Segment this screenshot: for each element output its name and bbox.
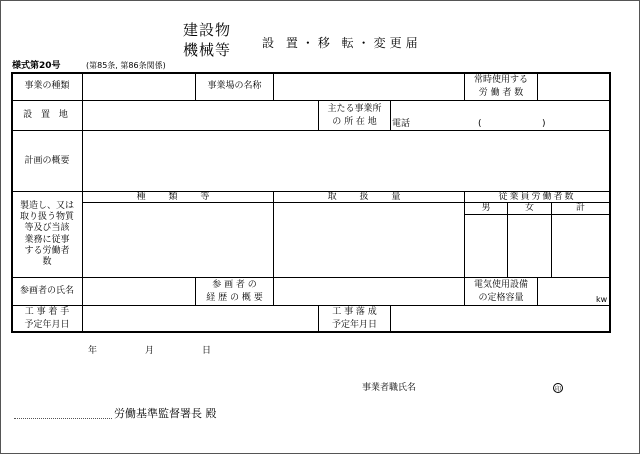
participant-career-label: 参 画 者 の 経 歴 の 概 要	[206, 280, 263, 303]
participant-name-label: 参画者の氏名	[19, 286, 74, 297]
form-title-right: 設 置・移 転・変更届	[262, 36, 422, 50]
date-year: 年	[88, 346, 98, 356]
office-name-field[interactable]	[14, 418, 112, 419]
electric-capacity-label: 電気使用設備 の定格容量	[473, 280, 528, 303]
plan-summary-field[interactable]	[83, 131, 609, 191]
location-label: 設 置 地	[23, 110, 71, 121]
construction-start-field[interactable]	[83, 306, 318, 331]
workplace-name-label: 事業場の名称	[207, 81, 262, 92]
bureau-chief-addressee: 労働基準監督署長 殿	[114, 407, 217, 420]
handling-amount-field[interactable]	[274, 203, 464, 277]
construction-complete-field[interactable]	[391, 306, 609, 331]
female-header: 女	[524, 203, 534, 214]
form-title-line1: 建設物	[183, 21, 232, 39]
kw-unit: kw	[596, 295, 608, 304]
total-count-field[interactable]	[552, 215, 609, 277]
plan-summary-label: 計画の概要	[24, 155, 70, 166]
construction-complete-label: 工 事 落 成 予定年月日	[331, 307, 377, 330]
form-reference: (第85条, 第86条関係)	[86, 61, 166, 70]
location-field[interactable]	[83, 101, 318, 130]
phone-close-paren: )	[542, 119, 546, 129]
male-header: 男	[481, 203, 491, 214]
regular-workers-label: 常時使用する 労 働 者 数	[473, 75, 528, 98]
main-office-label: 主たる事業所 の 所 在 地	[327, 104, 382, 127]
handled-substances-label: 製造し、又は 取り扱う物質 等及び当該 業務に従事 する労働者 数	[19, 200, 74, 267]
main-office-field[interactable]	[391, 101, 609, 130]
phone-label: 電話	[392, 119, 411, 129]
date-day: 日	[202, 346, 212, 356]
form-number: 様式第20号	[12, 61, 61, 71]
participant-career-field[interactable]	[274, 278, 464, 305]
regular-workers-field[interactable]	[538, 73, 609, 100]
phone-open-paren: (	[478, 119, 482, 129]
participant-name-field[interactable]	[83, 278, 195, 305]
employer-name-label: 事業者職氏名	[362, 383, 417, 393]
workers-count-header: 従業員労働者数	[498, 191, 576, 202]
female-count-field[interactable]	[508, 215, 551, 277]
business-type-field[interactable]	[83, 73, 195, 100]
business-type-label: 事業の種類	[24, 81, 70, 92]
male-count-field[interactable]	[465, 215, 507, 277]
type-header: 種 類 等	[136, 191, 220, 202]
type-field[interactable]	[83, 203, 273, 277]
workplace-name-field[interactable]	[274, 73, 464, 100]
total-header: 計	[575, 203, 585, 214]
handling-amount-header: 取 扱 量	[327, 191, 411, 202]
form-title-line2: 機械等	[183, 41, 232, 59]
seal-icon: 印	[553, 383, 563, 393]
date-month: 月	[145, 346, 155, 356]
construction-start-label: 工 事 着 手 予定年月日	[24, 307, 70, 330]
